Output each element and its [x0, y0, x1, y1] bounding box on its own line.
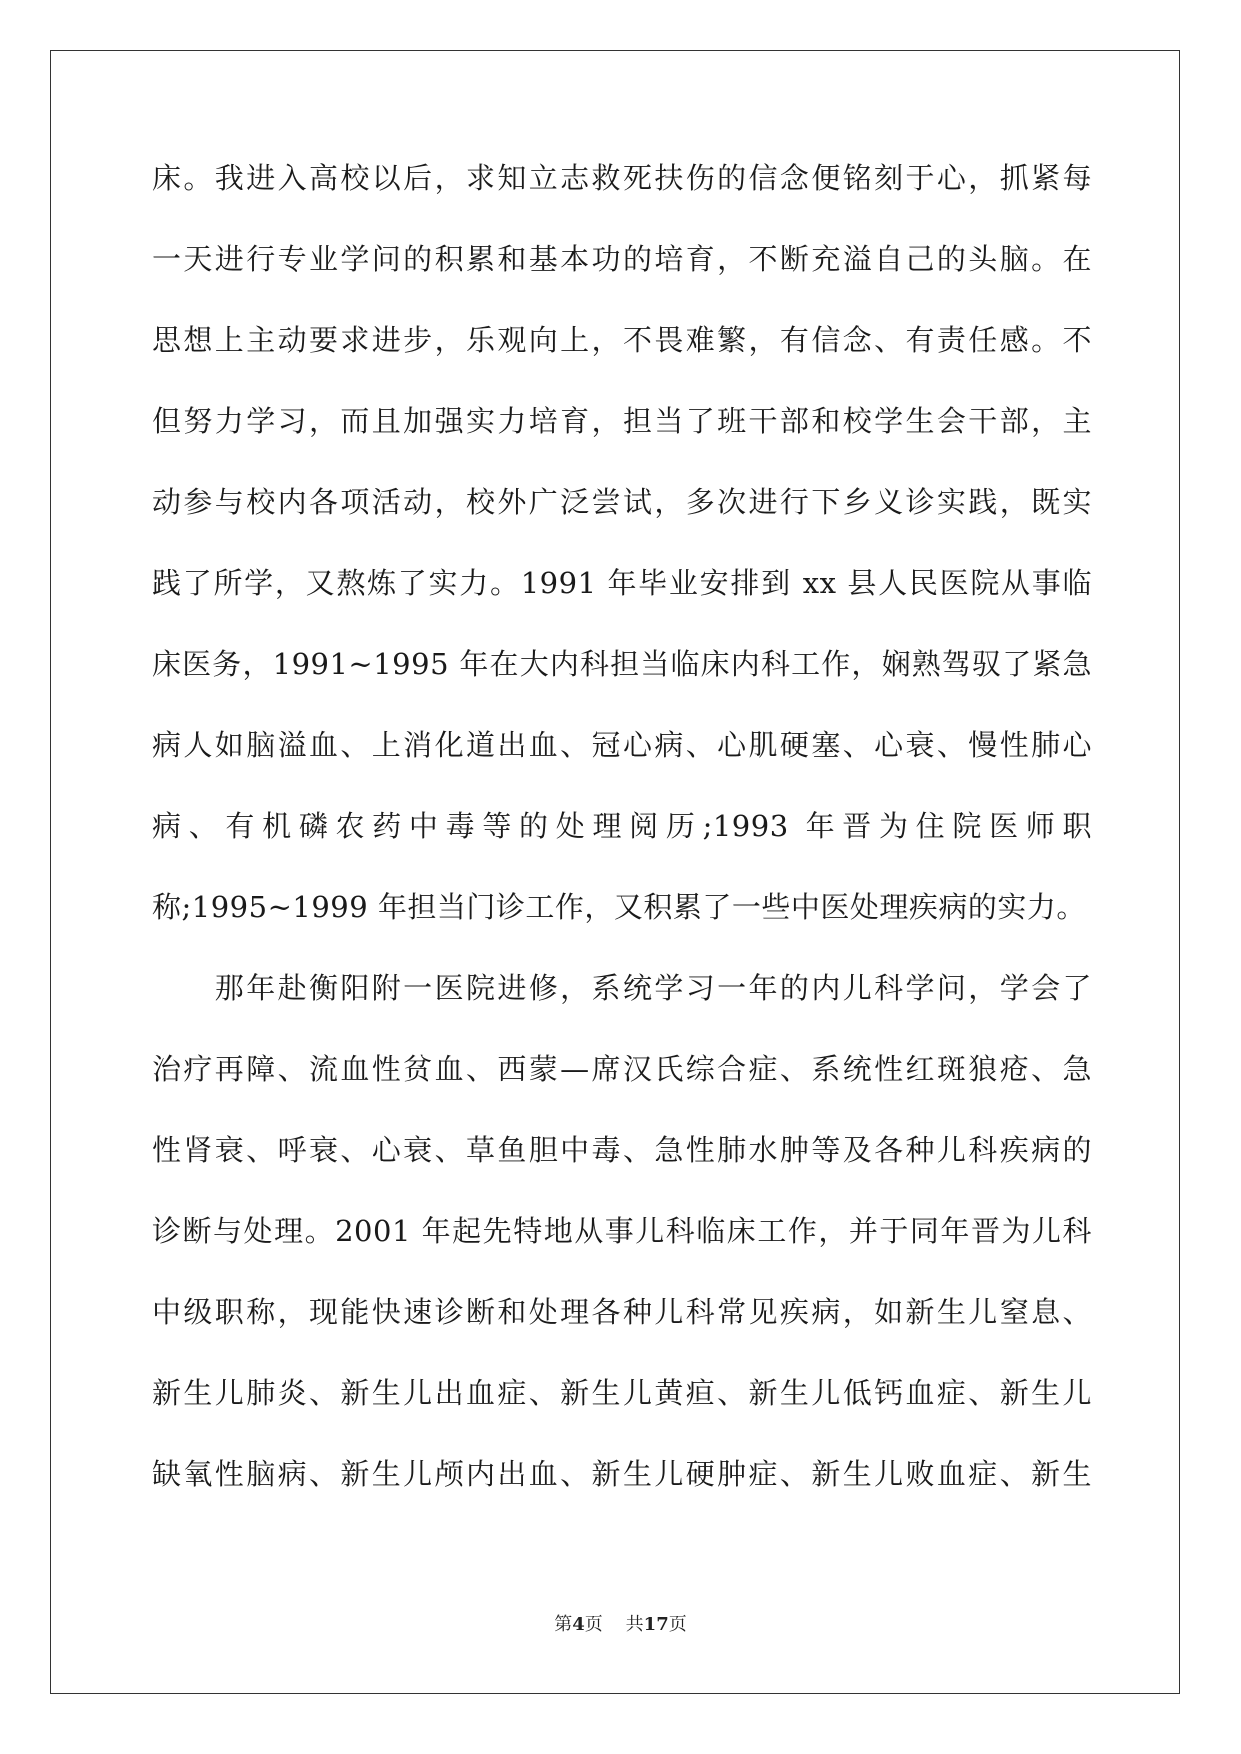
text-line-1: 床。我进入高校以后，求知立志救死扶伤的信念便铭刻于心，抓紧每: [152, 161, 1092, 195]
page-number: 4: [572, 1614, 585, 1635]
text-line-17: 缺氧性脑病、新生儿颅内出血、新生儿硬肿症、新生儿败血症、新生: [152, 1457, 1092, 1491]
text-line-5: 动参与校内各项活动，校外广泛尝试，多次进行下乡义诊实践，既实: [152, 485, 1092, 519]
page-prefix: 第: [554, 1614, 573, 1635]
text-line-2: 一天进行专业学问的积累和基本功的培育，不断充溢自己的头脑。在: [152, 242, 1092, 276]
page-suffix: 页: [584, 1614, 603, 1635]
text-line-13: 性肾衰、呼衰、心衰、草鱼胆中毒、急性肺水肿等及各种儿科疾病的: [152, 1133, 1092, 1167]
text-line-10: 称;1995~1999 年担当门诊工作，又积累了一些中医处理疾病的实力。: [152, 890, 1086, 924]
text-line-4: 但努力学习，而且加强实力培育，担当了班干部和校学生会干部，主: [152, 404, 1092, 438]
text-line-8: 病人如脑溢血、上消化道出血、冠心病、心肌硬塞、心衰、慢性肺心: [152, 728, 1092, 762]
text-line-9: 病、有机磷农药中毒等的处理阅历;1993 年晋为住院医师职: [152, 809, 1092, 843]
total-pages: 17: [643, 1614, 669, 1635]
text-line-6: 践了所学，又熬炼了实力。1991 年毕业安排到 xx 县人民医院从事临: [152, 566, 1092, 600]
document-body: [152, 158, 1092, 1535]
text-line-12: 治疗再障、流血性贫血、西蒙—席汉氏综合症、系统性红斑狼疮、急: [152, 1052, 1092, 1086]
page-footer: [0, 1613, 1241, 1637]
text-line-15: 中级职称，现能快速诊断和处理各种儿科常见疾病，如新生儿窒息、: [152, 1295, 1092, 1329]
text-line-16: 新生儿肺炎、新生儿出血症、新生儿黄疸、新生儿低钙血症、新生儿: [152, 1376, 1092, 1410]
text-line-7: 床医务，1991~1995 年在大内科担当临床内科工作，娴熟驾驭了紧急: [152, 647, 1092, 681]
text-line-3: 思想上主动要求进步，乐观向上，不畏难繁，有信念、有责任感。不: [152, 323, 1092, 357]
text-line-14: 诊断与处理。2001 年起先特地从事儿科临床工作，并于同年晋为儿科: [152, 1214, 1092, 1248]
text-line-11: 那年赴衡阳附一医院进修，系统学习一年的内儿科学问，学会了: [152, 971, 1092, 1005]
total-suffix: 页: [668, 1614, 687, 1635]
total-prefix: 共: [625, 1614, 644, 1635]
